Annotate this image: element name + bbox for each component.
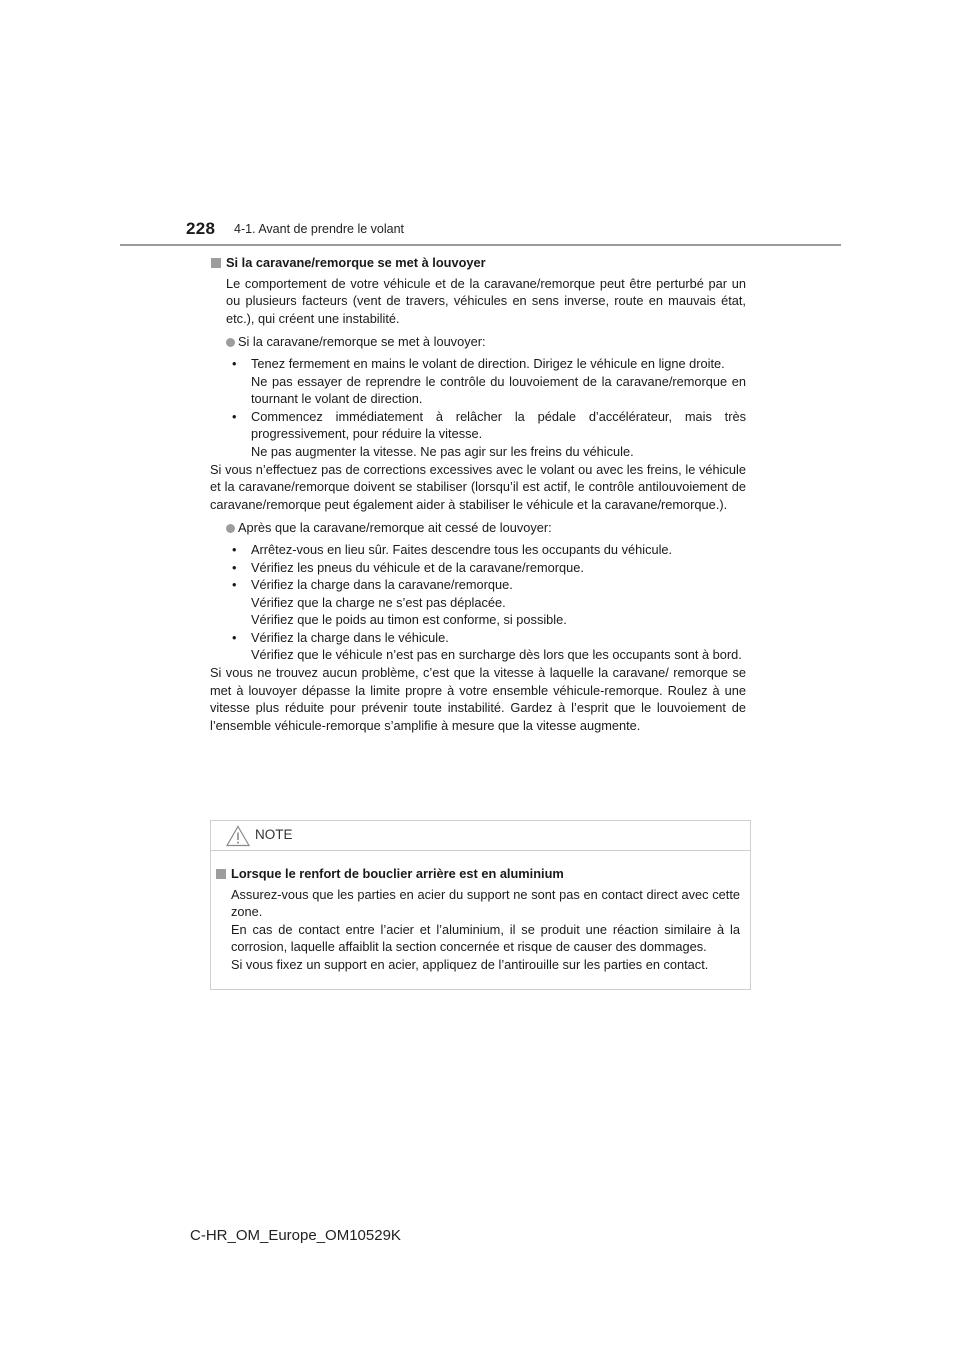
header-divider: [120, 244, 841, 246]
section-title: 4-1. Avant de prendre le volant: [234, 222, 405, 236]
list-item: [226, 541, 746, 559]
topic-heading-text: Si la caravane/remorque se met à louvoyer: [226, 255, 486, 270]
list-item-line: Vérifiez que la charge ne s’est pas déplacée.: [251, 594, 506, 610]
list-item-line: Ne pas augmenter la vitesse. Ne pas agir sur les freins du véhicule.: [251, 443, 634, 459]
conclusion-paragraph: Si vous ne trouvez aucun problème, c’est que la vitesse à laquelle la caravane/ remorque se met à louvoyer dépasse la limite propre à votre ensemble véhicule-remorque. Roulez à une vitesse plus réduite pour prévenir toute instabilité. Gardez à l’esprit que le louvoiement de l’ensemble véhicule-remorque s’amplifie à mesure que la vitesse augmente.: [210, 665, 746, 733]
circle-bullet-icon: [226, 524, 235, 533]
bullet-marker: •: [232, 577, 237, 593]
bullet-marker: •: [232, 629, 237, 645]
warning-triangle-icon: [226, 825, 250, 847]
note-line: Si vous fixez un support en acier, appliquez de l’antirouille sur les parties en contact.: [231, 956, 709, 972]
note-label: NOTE: [255, 827, 293, 842]
circle-bullet-icon: [226, 338, 235, 347]
list-item: [226, 408, 746, 461]
list-item-line: Commencez immédiatement à relâcher la pédale d’accélérateur, mais très progressivement, pour réduire la vitesse.: [251, 408, 746, 442]
bullet-marker: •: [232, 355, 237, 371]
note-heading-text: Lorsque le renfort de bouclier arrière est en aluminium: [231, 866, 564, 881]
list-item-line: Vérifiez que le véhicule n’est pas en surcharge dès lors que les occupants sont à bord.: [251, 647, 742, 663]
swaying-steps-list: [226, 355, 746, 461]
page-number: 228: [186, 219, 216, 238]
list-item-line: Arrêtez-vous en lieu sûr. Faites descendre tous les occupants du véhicule.: [251, 541, 673, 557]
list-item: [226, 355, 746, 408]
note-heading: [215, 865, 740, 883]
note-box: [210, 820, 751, 990]
note-header: [211, 821, 750, 851]
main-content: [210, 254, 746, 734]
list-item: [226, 629, 746, 664]
group-heading-swaying: [226, 333, 746, 351]
bullet-marker: •: [232, 541, 237, 557]
list-item-line: Vérifiez que le poids au timon est conforme, si possible.: [251, 612, 567, 628]
list-item: [226, 559, 746, 577]
list-item-line: Vérifiez les pneus du véhicule et de la caravane/remorque.: [251, 559, 584, 575]
note-body: [211, 851, 750, 974]
document-code: C-HR_OM_Europe_OM10529K: [190, 1227, 401, 1244]
list-item: [226, 576, 746, 629]
list-item-line: Tenez fermement en mains le volant de direction. Dirigez le véhicule en ligne droite.: [251, 355, 725, 371]
square-bullet-icon: [211, 258, 221, 268]
note-line: En cas de contact entre l’acier et l’aluminium, il se produit une réaction similaire à la corrosion, laquelle affaiblit la section concernée et risque de causer des dommages.: [231, 921, 740, 955]
intro-paragraph: Le comportement de votre véhicule et de la caravane/remorque peut être perturbé par un ou plusieurs facteurs (vent de travers, véhicules en sens inverse, route en mauvais état, etc.), qui créent une instabilité.: [226, 275, 746, 326]
list-item-line: Vérifiez la charge dans la caravane/remorque.: [251, 577, 513, 593]
list-item-line: Vérifiez la charge dans le véhicule.: [251, 629, 449, 645]
square-bullet-icon: [216, 869, 226, 879]
group-heading-text: Si la caravane/remorque se met à louvoyer:: [238, 334, 486, 350]
bullet-marker: •: [232, 559, 237, 575]
topic-heading: [210, 254, 746, 272]
group-heading-text: Après que la caravane/remorque ait cessé de louvoyer:: [238, 520, 552, 536]
bullet-marker: •: [232, 408, 237, 424]
swaying-followup-paragraph: Si vous n’effectuez pas de corrections excessives avec le volant ou avec les freins, le véhicule et la caravane/remorque doivent se stabiliser (lorsqu’il est actif, le contrôle antilouvoiement de caravane/remorque peut également aider à stabiliser le véhicule et la caravane/remorque.).: [210, 461, 746, 512]
group-heading-after-swaying: [226, 519, 746, 537]
after-swaying-steps-list: [226, 541, 746, 664]
list-item-line: Ne pas essayer de reprendre le contrôle du louvoiement de la caravane/remorque en tournant le volant de direction.: [251, 373, 746, 407]
note-line: Assurez-vous que les parties en acier du support ne sont pas en contact direct avec cette zone.: [231, 886, 740, 920]
